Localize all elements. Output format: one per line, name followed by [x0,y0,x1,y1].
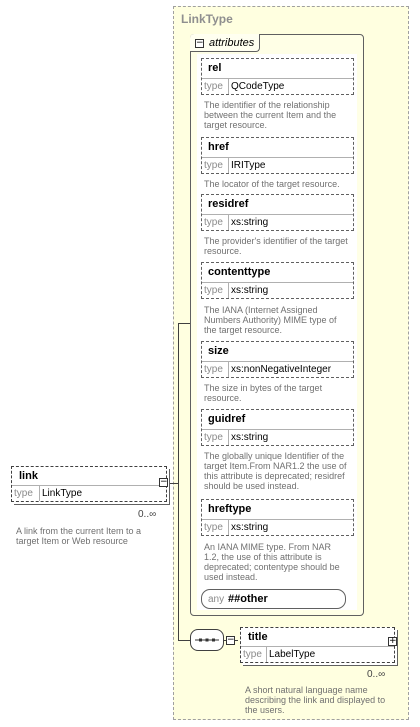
attribute-type-row [202,78,353,94]
description-line: should be used instead. [204,481,300,491]
element-title[interactable] [240,627,395,663]
attribute-rel[interactable] [201,58,354,95]
type-label: type [204,160,223,171]
description-line: The size in bytes of the target [204,383,323,393]
connector-to-attributes [178,323,190,324]
description-line: The provider's identifier of the target [204,236,348,246]
any-attribute[interactable] [201,589,346,609]
description-line: A link from the current Item to a [16,526,142,536]
attribute-description [204,100,336,130]
title-description [245,685,385,715]
description-line: used instead. [204,572,258,582]
description-line: target Item or Web resource [16,536,128,546]
type-label: type [204,432,223,443]
sequence-compositor[interactable] [190,629,224,651]
description-line: The globally unique Identifier of the [204,451,345,461]
attribute-hreftype[interactable] [201,499,354,536]
type-value: QCodeType [228,79,284,94]
attribute-name: href [208,141,229,153]
type-value: xs:string [228,430,268,445]
type-value: xs:string [228,215,268,230]
element-type-row [12,485,166,501]
attribute-name: rel [208,62,222,74]
attribute-description [204,451,347,491]
attribute-type-row [202,429,353,445]
expand-title-icon[interactable]: + [389,636,397,646]
attribute-name: contenttype [208,266,271,278]
link-occurrence: 0..∞ [138,509,157,520]
description-line: resource. [204,246,242,256]
sequence-icon [191,630,223,650]
description-line: target resource. [204,120,268,130]
attribute-contenttype[interactable] [201,262,354,299]
collapse-attributes-icon[interactable]: − [196,38,204,48]
attribute-name: residref [208,198,249,210]
complex-type-title: LinkType [181,12,233,26]
description-line: the target resource. [204,325,283,335]
description-line: describing the link and displayed to [245,695,386,705]
element-link[interactable] [11,466,167,502]
description-line: target Item.From NAR1.2 the use of [204,461,347,471]
attribute-description [204,179,340,189]
description-line: resource. [204,393,242,403]
type-value: LinkType [39,486,82,501]
attribute-name: hreftype [208,503,252,515]
attribute-type-row [202,157,353,173]
attribute-type-row [202,519,353,535]
connector-to-sequence [178,640,190,641]
element-name: title [248,631,268,643]
connector-vertical [178,323,179,641]
description-line: The IANA (Internet Assigned [204,305,318,315]
attributes-group-label: attributes [209,37,255,49]
type-value: xs:nonNegativeInteger [228,362,331,377]
type-label: type [204,364,223,375]
element-type-row [241,646,394,662]
link-description [16,526,141,546]
attribute-description [204,542,340,582]
type-value: xs:string [228,520,268,535]
collapse-link-icon[interactable]: − [160,477,168,487]
description-line: Numbers Authority) MIME type of [204,315,337,325]
attribute-type-row [202,361,353,377]
attribute-type-row [202,214,353,230]
description-line: this attribute is deprecated; residref [204,471,345,481]
collapse-sequence-icon[interactable]: − [227,635,235,645]
description-line: The identifier of the relationship [204,100,330,110]
type-value: IRIType [228,158,265,173]
description-line: 1.2, the use of this attribute is [204,552,322,562]
any-keyword: any [208,594,225,605]
attribute-href[interactable] [201,137,354,174]
attribute-name: guidref [208,413,246,425]
connector-link-to-type [170,483,178,484]
attribute-description [204,305,337,335]
description-line: An IANA MIME type. From NAR [204,542,332,552]
attribute-description [204,236,348,256]
attribute-name: size [208,345,229,357]
attribute-description [204,383,322,403]
description-line: deprecated; contentype should be [204,562,340,572]
type-label: type [204,522,223,533]
attribute-size[interactable] [201,341,354,378]
type-label: type [204,81,223,92]
description-line: the users. [245,705,285,715]
any-namespace: ##other [228,593,268,605]
type-value: xs:string [228,283,268,298]
description-line: The locator of the target resource. [204,179,340,189]
description-line: between the current Item and the [204,110,337,120]
attribute-type-row [202,282,353,298]
attribute-guidref[interactable] [201,409,354,446]
element-name: link [19,470,38,482]
type-label: type [14,488,33,499]
title-occurrence: 0..∞ [367,669,386,680]
type-label: type [204,285,223,296]
type-label: type [204,217,223,228]
attribute-residref[interactable] [201,194,354,231]
type-label: type [243,649,262,660]
type-value: LabelType [266,647,315,662]
description-line: A short natural language name [245,685,368,695]
